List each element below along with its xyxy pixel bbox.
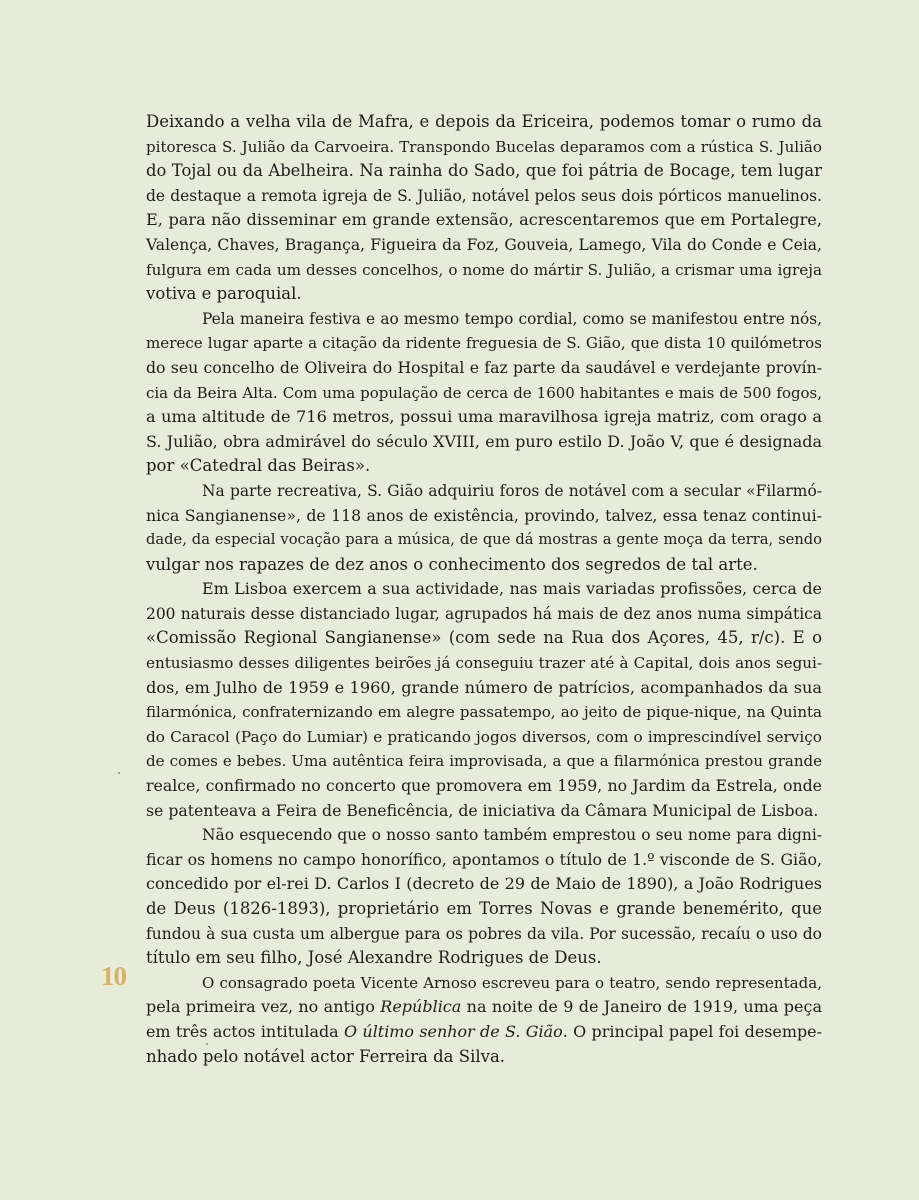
text-line: 200 naturais desse distanciado lugar, agrupados há mais de dez anos numa simpática <box>146 604 822 623</box>
paper-speck <box>206 1043 208 1045</box>
text-line: se patenteava a Feira de Beneficência, de iniciativa da Câmara Municipal de Lisboa. <box>146 800 819 820</box>
text-line <box>146 995 822 1020</box>
paragraph-start: Na parte recreativa, S. Gião adquiriu foros de notável com a secular «Filarmó- <box>202 481 822 500</box>
paper-speck <box>118 772 120 774</box>
text-line: entusiasmo desses diligentes beirões já conseguiu trazer até à Capital, dois anos segui- <box>146 654 822 673</box>
text-segment: . O principal papel foi desempe- <box>562 1021 822 1041</box>
text-line: do Caracol (Paço do Lumiar) e praticando jogos diversos, com o imprescindível serviço <box>146 727 822 746</box>
text-line: título em seu filho, José Alexandre Rodrigues de Deus. <box>146 948 602 968</box>
text-line: fulgura em cada um desses concelhos, o nome do mártir S. Julião, a crismar uma igreja <box>146 260 822 279</box>
page-number: 10 <box>101 961 126 991</box>
text-line: nhado pelo notável actor Ferreira da Silva. <box>146 1046 506 1066</box>
text-line: nica Sangianense», de 118 anos de existência, provindo, talvez, essa tenaz continui- <box>146 505 822 525</box>
text-line: dos, em Julho de 1959 e 1960, grande número de patrícios, acompanhados da sua <box>146 677 822 697</box>
text-segment: em três actos intitulada <box>146 1021 345 1041</box>
text-line <box>146 1020 822 1045</box>
paragraph-start: O consagrado poeta Vicente Arnoso escreveu para o teatro, sendo representada, <box>202 973 822 992</box>
text-line: por «Catedral das Beiras». <box>146 456 371 476</box>
text-line: Valença, Chaves, Bragança, Figueira da Foz, Gouveia, Lamego, Vila do Conde e Ceia, <box>146 235 822 254</box>
text-line: E, para não disseminar em grande extensão, acrescentaremos que em Portalegre, <box>146 210 822 230</box>
text-line: pitoresca S. Julião da Carvoeira. Transpondo Bucelas deparamos com a rústica S. Julião <box>146 137 822 156</box>
text-line: de Deus (1826-1893), proprietário em Torres Novas e grande benemérito, que <box>146 899 822 918</box>
paragraph-start: Não esquecendo que o nosso santo também emprestou o seu nome para digni- <box>202 826 822 845</box>
text-line: realce, confirmado no concerto que promovera em 1959, no Jardim da Estrela, onde <box>146 776 822 796</box>
text-line: ficar os homens no campo honorífico, apontamos o título de 1.º visconde de S. Gião, <box>146 849 822 869</box>
text-line: «Comissão Regional Sangianense» (com sede na Rua dos Açores, 45, r/c). E o <box>146 628 822 648</box>
text-line: de destaque a remota igreja de S. Julião, notável pelos seus dois pórticos manuelinos. <box>146 186 822 205</box>
paragraph-start: Pela maneira festiva e ao mesmo tempo cordial, como se manifestou entre nós, <box>202 309 822 328</box>
text-line: a uma altitude de 716 metros, possui uma maravilhosa igreja matriz, com orago a <box>146 407 822 427</box>
body-text <box>146 110 822 1069</box>
text-segment: na noite de 9 de Janeiro de 1919, uma peça <box>461 997 823 1017</box>
text-line: Deixando a velha vila de Mafra, e depois da Ericeira, podemos tomar o rumo da <box>146 112 822 131</box>
text-line: vulgar nos rapazes de dez anos o conhecimento dos segredos de tal arte. <box>146 554 758 574</box>
text-line: S. Julião, obra admirável do século XVIII, em puro estilo D. João V, que é designada <box>146 431 822 451</box>
text-line: filarmónica, confraternizando em alegre passatempo, ao jeito de pique-nique, na Quinta <box>146 703 822 722</box>
play-title: O último senhor de S. Gião <box>344 1021 563 1041</box>
text-line: merece lugar aparte a citação da ridente freguesia de S. Gião, que dista 10 quilómetros <box>146 334 822 353</box>
text-line: de comes e bebes. Uma autêntica feira improvisada, a que a filarmónica prestou grande <box>146 752 822 771</box>
text-line: concedido por el-rei D. Carlos I (decreto de 29 de Maio de 1890), a João Rodrigues <box>146 874 822 894</box>
text-line: do seu concelho de Oliveira do Hospital e faz parte da saudável e verdejante provín- <box>146 357 822 377</box>
text-line: fundou à sua custa um albergue para os pobres da vila. Por sucessão, recaíu o uso do <box>146 924 822 943</box>
newspaper-title: República <box>380 997 462 1017</box>
text-line: dade, da especial vocação para a música, de que dá mostras a gente moça da terra, sendo <box>146 531 822 549</box>
text-segment: pela primeira vez, no antigo <box>146 997 381 1017</box>
text-line: cia da Beira Alta. Com uma população de cerca de 1600 habitantes e mais de 500 fogos, <box>146 383 822 402</box>
text-line: do Tojal ou da Abelheira. Na rainha do Sado, que foi pátria de Bocage, tem lugar <box>146 161 822 181</box>
text-line: votiva e paroquial. <box>146 284 302 304</box>
paragraph-start: Em Lisboa exercem a sua actividade, nas mais variadas profissões, cerca de <box>202 579 822 599</box>
